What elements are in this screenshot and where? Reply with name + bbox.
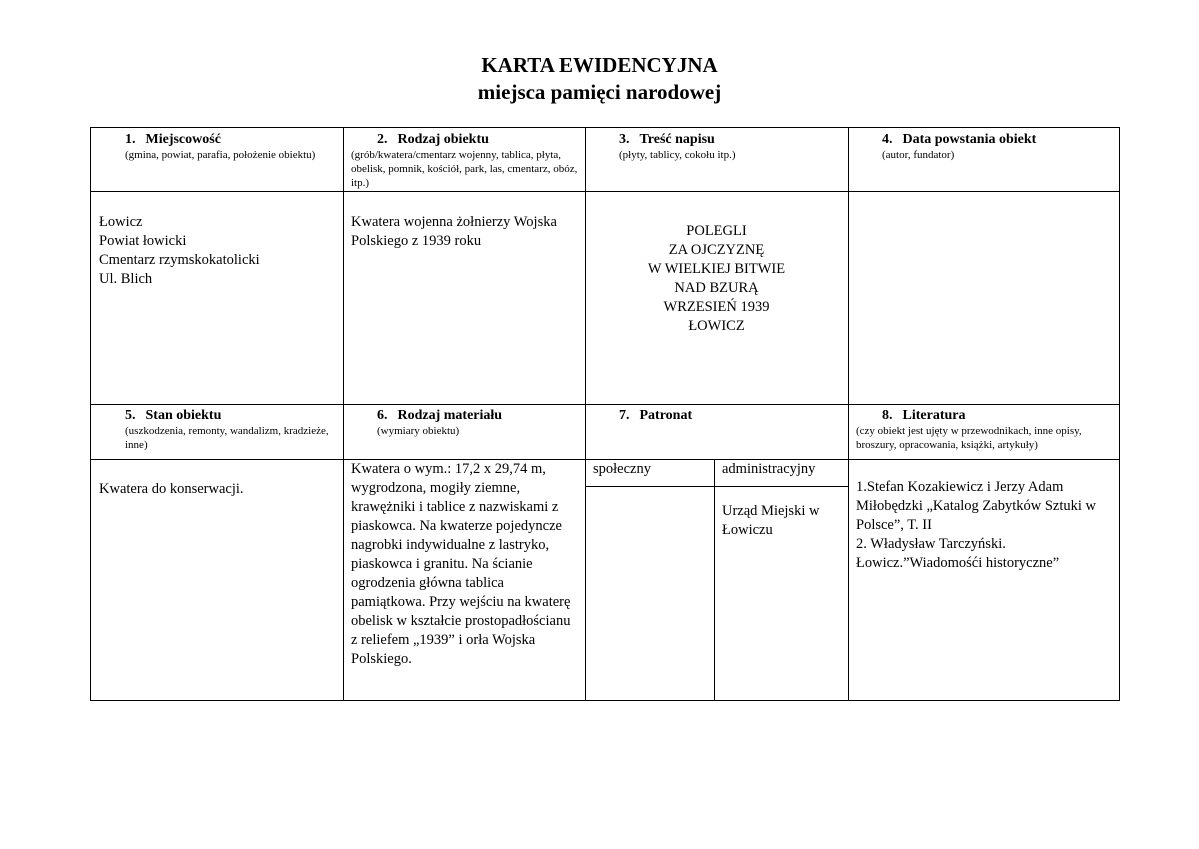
header xyxy=(0,52,1199,106)
page-title: KARTA EWIDENCYJNA xyxy=(481,53,718,77)
header-location: 1. Miejscowość (gmina, powiat, parafia, położenie obiektu) xyxy=(125,132,316,161)
header-literature: 8. Literatura (czy obiekt jest ujęty w przewodnikach, inne opisy, broszury, opracowania, książki, artykuły) xyxy=(856,408,1082,451)
header-inscription: 3. Treść napisu (płyty, tablicy, cokołu itp.) xyxy=(619,132,736,161)
patronage-header-divider xyxy=(585,486,848,487)
condition-cell: Kwatera do konserwacji. xyxy=(99,481,244,497)
header-date: 4. Data powstania obiekt (autor, fundator) xyxy=(882,132,1037,161)
record-card-table xyxy=(90,127,1120,701)
header-material: 6. Rodzaj materiału (wymiary obiektu) xyxy=(377,408,503,437)
header-object-type: 2. Rodzaj obiektu (grób/kwatera/cmentarz wojenny, tablica, płyta, obelisk, pomnik, kościół, park, las, cmentarz, obóz, itp.) xyxy=(351,132,578,189)
object-type-cell: Kwatera wojenna żołnierzy Wojska Polskiego z 1939 roku xyxy=(351,214,557,249)
patronage-admin-value: Urząd Miejski w Łowiczu xyxy=(722,503,820,538)
literature-cell: 1.Stefan Kozakiewicz i Jerzy Adam Miłobędzki „Katalog Zabytków Sztuki w Polsce”, T. II 2. Władysław Tarczyński. Łowicz.”Wiadomośći historyczne” xyxy=(856,479,1097,571)
patronage-divider xyxy=(714,459,715,700)
row-divider xyxy=(91,404,1119,405)
patronage-social-label: społeczny xyxy=(593,461,651,477)
page-subtitle: miejsca pamięci narodowej xyxy=(477,80,722,104)
header-patronage: 7. Patronat xyxy=(619,408,693,423)
header-condition: 5. Stan obiektu (uszkodzenia, remonty, wandalizm, kradzieże, inne) xyxy=(125,408,329,451)
row-divider xyxy=(91,191,1119,192)
location-cell: Łowicz Powiat łowicki Cmentarz rzymskokatolicki Ul. Blich xyxy=(99,214,260,287)
patronage-admin-label: administracyjny xyxy=(722,461,816,477)
inscription-cell: POLEGLI ZA OJCZYZNĘ W WIELKIEJ BITWIE NAD BZURĄ WRZESIEŃ 1939 ŁOWICZ xyxy=(647,223,786,334)
material-cell: Kwatera o wym.: 17,2 x 29,74 m, wygrodzona, mogiły ziemne, krawężniki i tablice z nazwiskami z piaskowca. Na kwaterze pojedyncze nagrobki indywidualne z lastryko, piaskowca i granitu. Na ścianie ogrodzenia główna tablica pamiątkowa. Przy wejściu na kwaterę obelisk w kształcie prostopadłościanu z reliefem „1939” i orła Wojska Polskiego. xyxy=(351,461,571,667)
